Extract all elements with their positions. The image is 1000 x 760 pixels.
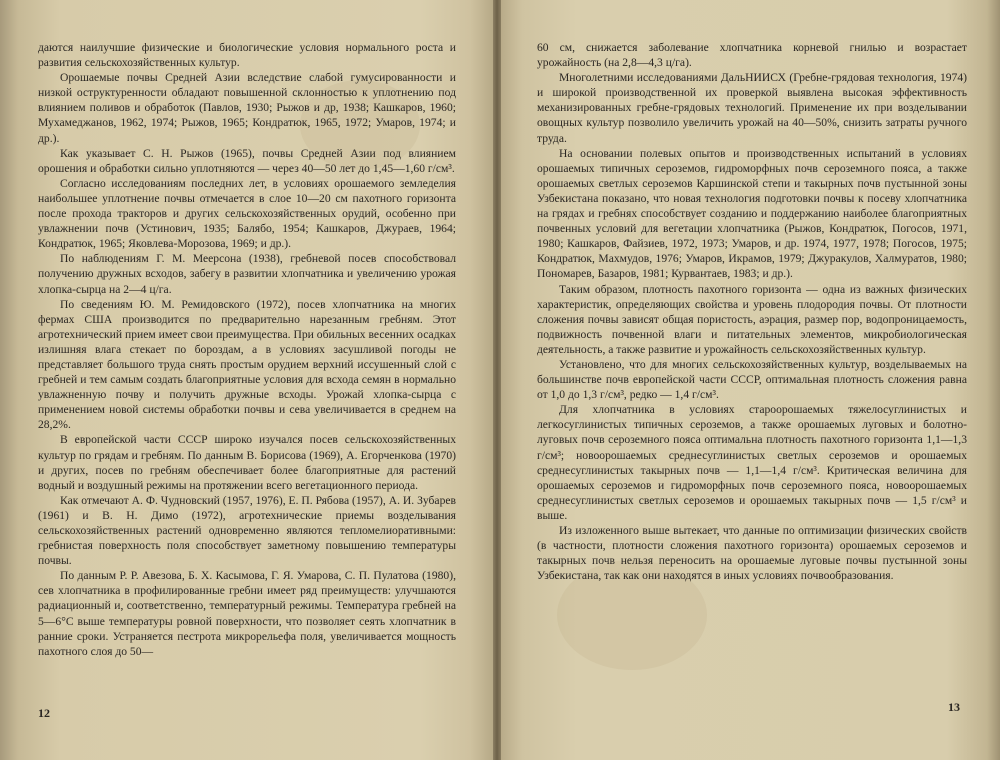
paragraph: 60 см, снижается заболевание хлопчатника корневой гнилью и возрастает урожайность (на 2,8—4,3 ц/га).: [537, 41, 967, 70]
paragraph: В европейской части СССР широко изучался посев сельскохозяйственных культур по грядам и гребням. По данным В. Борисова (1969), А. Егорченкова (1970) и других, посев по гребням обеспечивает более благоприятные для растений водный и воздушный режимы на протяжении всего вегетационного периода.: [38, 433, 456, 492]
paragraph: По сведениям Ю. М. Ремидовского (1972), посев хлопчатника на многих фермах США производится по предварительно нарезанным гребням. Этот агротехнический прием имеет свои преимущества. При обильных весенних осадках излишняя влага стекает по бороздам, а в условиях засушливой погоды не представляет большого труда снять простым орудием верхний иссушенный слой с гребней и тем самым создать благоприятные условия для всхода семян в нормально увлажненную почву и получить дружные всходы. Урожай хлопка-сырца с применением новой системы обработки почвы и сева увеличивается в среднем на 28,2%.: [38, 297, 456, 432]
paragraph: Как отмечают А. Ф. Чудновский (1957, 1976), Е. П. Рябова (1957), А. И. Зубарев (1961) и В. Н. Димо (1972), агротехнические приемы возделывания сельскохозяйственных растений одновременно являются тепломелиоративными: гребнистая поверхность поля способствует заметному повышению температуры почвы.: [38, 493, 456, 568]
paragraph: даются наилучшие физические и биологические условия нормального роста и развития сельскохозяйственных культур.: [38, 41, 456, 70]
left-text-column: [38, 40, 456, 659]
paragraph: По данным Р. Р. Авезова, Б. Х. Касымова, Г. Я. Умарова, С. П. Пулатова (1980), сев хлопчатника в профилированные гребни имеет ряд преимуществ: улучшаются радиационный и, соответственно, температурный режимы. Температура гребней на 5—6°С выше температуры ровной поверхности, что позволяет сеять хлопчатник в ранние сроки. Устраняется пестрота микрорельефа поля, увеличивается мощность пахотного слоя до 50—: [38, 569, 456, 658]
paragraph: Из изложенного выше вытекает, что данные по оптимизации физических свойств (в частности, плотности сложения пахотного горизонта) орошаемых сероземов и такырных почв нельзя переносить на орошаемые луговые почвы пустынной зоны Узбекистана, так как они находятся в иных условиях почвообразования.: [537, 524, 967, 583]
paragraph: Орошаемые почвы Средней Азии вследствие слабой гумусированности и низкой оструктуренности обладают повышенной склонностью к уплотнению под влиянием поливов и обработок (Павлов, 1930; Рыжов и др, 1938; Кашкаров, 1960; Мухамеджанов, 1962, 1974; Рыжов, 1965; Кондратюк, 1965, 1972; Умаров, 1974; и др.).: [38, 71, 456, 145]
paragraph: Как указывает С. Н. Рыжов (1965), почвы Средней Азии под влиянием орошения и обработки сильно уплотняются — через 40—50 лет до 1,45—1,60 г/см³.: [38, 146, 456, 175]
paragraph: На основании полевых опытов и производственных испытаний в условиях орошаемых типичных сероземов, гидроморфных почв сероземного пояса, а также орошаемых светлых сероземов Каршинской степи и такырных почв пустынной зоны Узбекистана показано, что новая технология подготовки почвы к посеву хлопчатника на грядах и гребнях способствует созданию и поддержанию наиболее благоприятных почвенных условий для вегетации хлопчатника (Рыжов, Кондратюк, Погосов, 1971, 1980; Кашкаров, Файзиев, 1972, 1973; Умаров, и др. 1974, 1977, 1978; Погосов, 1975; Кондратюк, Махмудов, 1976; Умаров, Икрамов, 1979; Джуракулов, Халмуратов, 1980; Пономарев, Базаров, 1981; Курвантаев, 1983; и др.).: [537, 146, 967, 281]
right-page: [497, 0, 1000, 760]
book-gutter: [493, 0, 501, 760]
page-number-right: 13: [948, 700, 960, 714]
paragraph: По наблюдениям Г. М. Меерсона (1938), гребневой посев способствовал получению дружных всходов, забегу в развитии хлопчатника и увеличению урожая хлопка-сырца на 2—4 ц/га.: [38, 252, 456, 296]
paragraph: Установлено, что для многих сельскохозяйственных культур, возделываемых на большинстве почв европейской части СССР, оптимальная плотность сложения равна от 1,0 до 1,3 г/см³, редко — 1,4 г/см³.: [537, 357, 967, 402]
paragraph: Таким образом, плотность пахотного горизонта — одна из важных физических характеристик, определяющих свойства и уровень плодородия почвы. От плотности сложения почвы зависят общая пористость, аэрация, размер пор, водопроницаемость, подвижность почвенной влаги и питательных элементов, микробиологическая деятельность, а также развитие и урожайность сельскохозяйственных культур.: [537, 282, 967, 356]
paragraph: Согласно исследованиям последних лет, в условиях орошаемого земледелия наибольшее уплотнение почвы отмечается в слое 10—20 см пахотного горизонта после прохода тракторов и других сельскохозяйственных орудий, особенно при увлажнении почв (Устинович, 1935; Балябо, 1954; Кашкаров, Джураев, 1964; Кондратюк, 1965; Яковлева-Морозова, 1969; и др.).: [38, 176, 456, 251]
paragraph: Многолетними исследованиями ДальНИИСХ (Гребне-грядовая технология, 1974) и широкой производственной их проверкой выявлена высокая эффективность механизированных гребне-грядовых технологий. Применение их при возделывании овощных культур позволило увеличить урожай на 40—50%, снизить затраты ручного труда.: [537, 71, 967, 145]
right-text-column: [537, 40, 967, 583]
page-number-left: 12: [38, 706, 50, 720]
paragraph: Для хлопчатника в условиях староорошаемых тяжелосуглинистых и легкосуглинистых типичных сероземов, а также орошаемых луговых и болотно-луговых почв сероземного пояса оптимальна плотность пахотного горизонта 1,1—1,3 г/см³; новоорошаемых среднесуглинистых светлых сероземов и орошаемых среднесуглинистых такырных почв — 1,1—1,4 г/см³. Критическая величина для орошаемых сероземов и гидроморфных почв сероземного пояса, новоорошаемых среднесуглинистых светлых сероземов и орошаемых такырных почв — 1,5 г/см³ и выше.: [537, 403, 967, 522]
left-page: [0, 0, 497, 760]
